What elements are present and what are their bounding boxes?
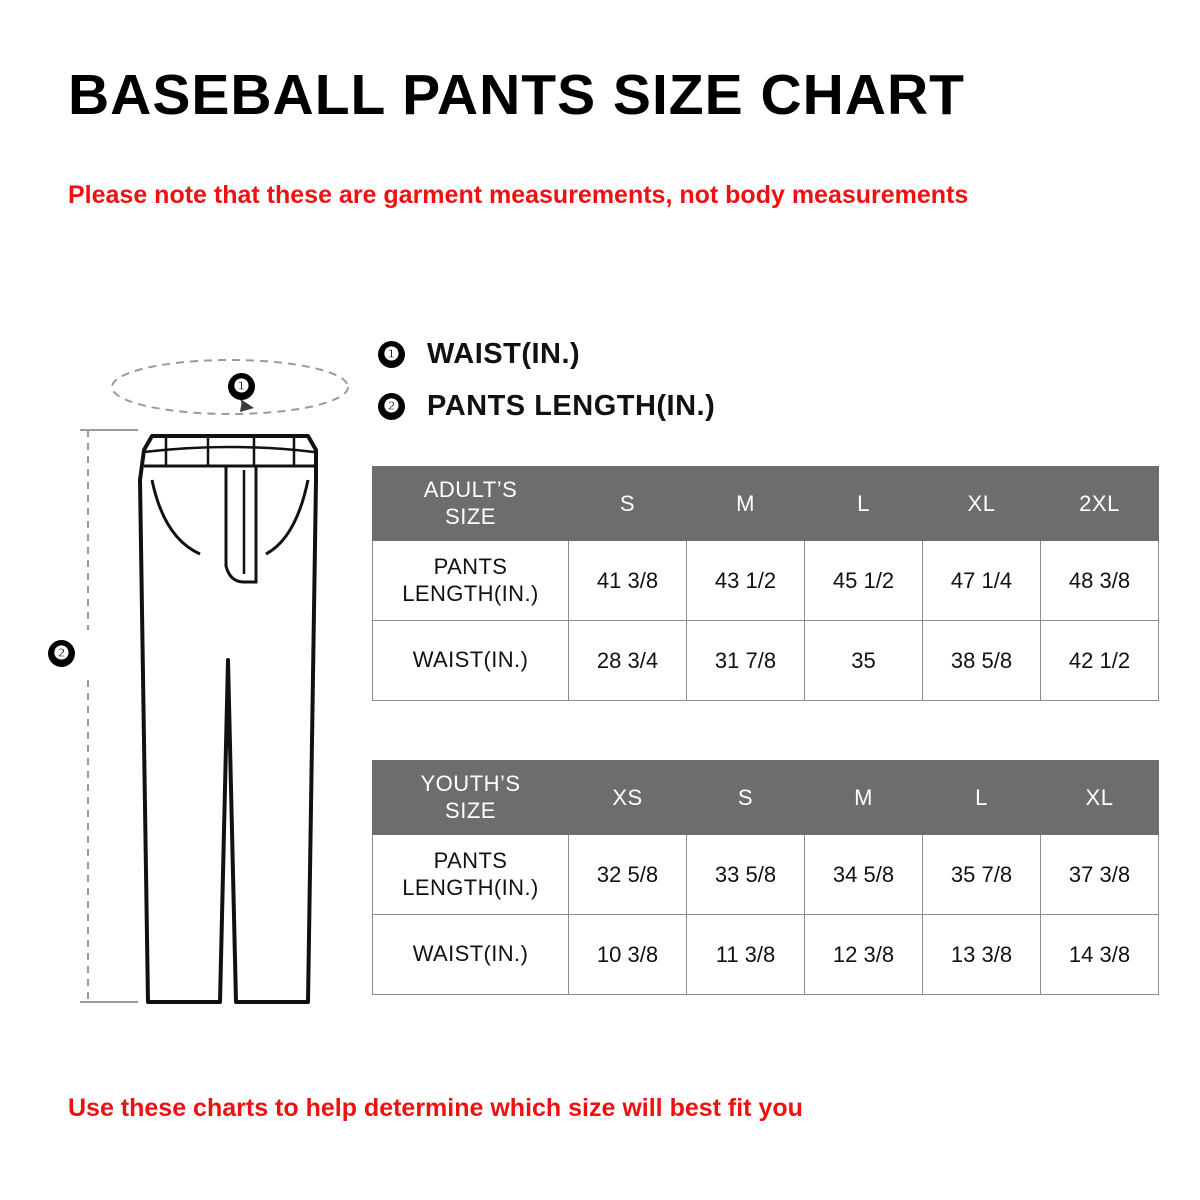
row-header-line1: PANTS [433,848,508,874]
adult-col-header-l: L [805,467,923,541]
badge-one-icon: ❶ [378,341,405,368]
youth-waist-xs: 10 3/8 [569,915,687,995]
adult-length-s: 41 3/8 [569,541,687,621]
garment-measurement-note: Please note that these are garment measurements, not body measurements [68,181,969,209]
measurement-legend [378,332,715,436]
adult-length-m: 43 1/2 [687,541,805,621]
corner-header-line2: SIZE [445,503,496,529]
youth-col-header-l: L [923,761,1041,835]
youth-length-xl: 37 3/8 [1041,835,1159,915]
adult-row-header-pants-length [373,541,569,621]
row-header-line2: LENGTH(IN.) [402,580,539,606]
youth-waist-l: 13 3/8 [923,915,1041,995]
youth-length-l: 35 7/8 [923,835,1041,915]
table-header-row [373,467,1159,541]
pants-diagram [40,330,380,1020]
adult-col-header-2xl: 2XL [1041,467,1159,541]
adult-length-l: 45 1/2 [805,541,923,621]
table-row [373,541,1159,621]
youth-waist-m: 12 3/8 [805,915,923,995]
adult-waist-l: 35 [805,621,923,701]
table-row [373,915,1159,995]
youth-waist-xl: 14 3/8 [1041,915,1159,995]
legend-label-waist: WAIST(IN.) [427,337,581,370]
adult-size-corner-header [373,467,569,541]
page-title: BASEBALL PANTS SIZE CHART [68,63,965,127]
adult-waist-2xl: 42 1/2 [1041,621,1159,701]
corner-header-line1: ADULT’S [423,477,518,503]
adult-size-table [372,466,1159,701]
table-row [373,835,1159,915]
adult-row-header-waist: WAIST(IN.) [373,621,569,701]
badge-two-icon: ❷ [378,393,405,420]
table-row [373,621,1159,701]
corner-header-line2: SIZE [445,797,496,823]
youth-length-m: 34 5/8 [805,835,923,915]
adult-col-header-xl: XL [923,467,1041,541]
youth-col-header-xs: XS [569,761,687,835]
legend-item-pants-length [378,384,715,428]
youth-size-corner-header [373,761,569,835]
adult-col-header-s: S [569,467,687,541]
youth-length-s: 33 5/8 [687,835,805,915]
legend-label-pants-length: PANTS LENGTH(IN.) [427,389,716,422]
pants-illustration-svg [40,330,380,1020]
adult-length-2xl: 48 3/8 [1041,541,1159,621]
youth-size-table [372,760,1159,995]
youth-col-header-s: S [687,761,805,835]
adult-waist-s: 28 3/4 [569,621,687,701]
legend-item-waist [378,332,715,376]
table-header-row [373,761,1159,835]
youth-row-header-pants-length [373,835,569,915]
youth-length-xs: 32 5/8 [569,835,687,915]
adult-waist-m: 31 7/8 [687,621,805,701]
diagram-badge-length-icon: ❷ [48,640,75,667]
youth-col-header-m: M [805,761,923,835]
adult-col-header-m: M [687,467,805,541]
row-header-line2: LENGTH(IN.) [402,874,539,900]
footer-note: Use these charts to help determine which size will best fit you [68,1094,803,1122]
youth-row-header-waist: WAIST(IN.) [373,915,569,995]
corner-header-line1: YOUTH’S [420,771,521,797]
row-header-line1: PANTS [433,554,508,580]
youth-waist-s: 11 3/8 [687,915,805,995]
adult-waist-xl: 38 5/8 [923,621,1041,701]
diagram-badge-waist-icon: ❶ [228,373,255,400]
youth-col-header-xl: XL [1041,761,1159,835]
adult-length-xl: 47 1/4 [923,541,1041,621]
